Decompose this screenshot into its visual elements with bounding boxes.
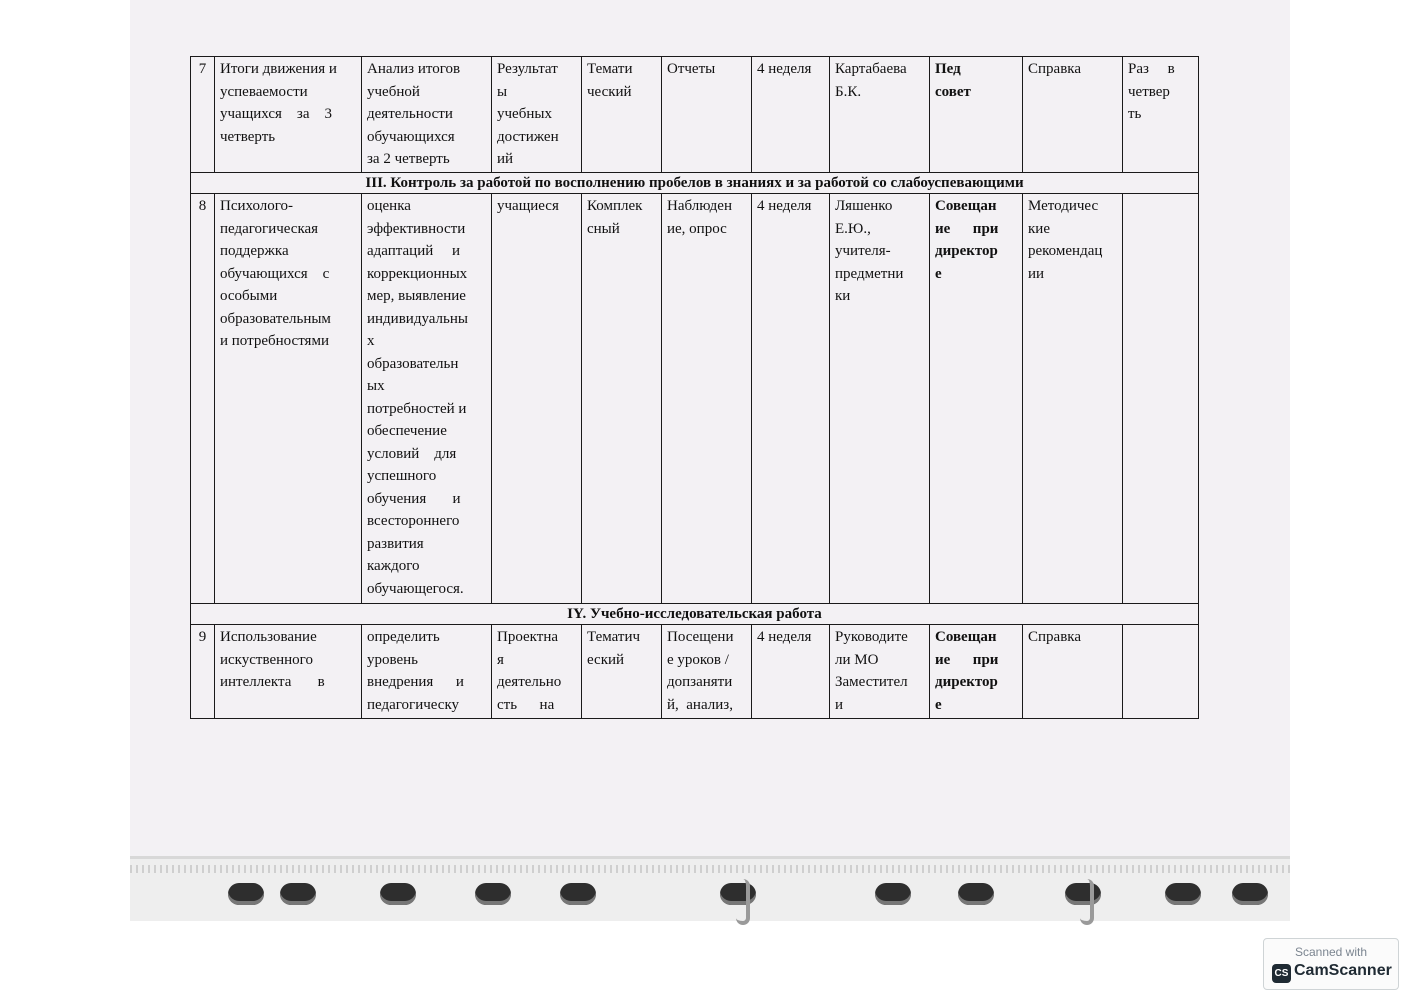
binder-ring — [736, 879, 750, 925]
cell-line: ки — [835, 288, 851, 304]
cell-line: образовательным — [220, 310, 331, 327]
cell-type — [582, 57, 662, 173]
cell-line: и потребностями — [220, 333, 329, 349]
cell-method — [662, 194, 752, 604]
cell-line: еский — [587, 651, 625, 668]
cell-result — [1023, 625, 1123, 719]
cell-line: е уроков / — [667, 651, 729, 668]
binder-hole — [1232, 883, 1268, 905]
section-heading: III. Контроль за работой по восполнению пробелов в знаниях и за работой со слабоуспевающими — [191, 173, 1199, 194]
cell-line: Заместител — [835, 674, 908, 690]
cell-line: интеллекта в — [220, 674, 325, 690]
cell-line: каждого — [367, 558, 420, 574]
cell-line: Картабаева — [835, 61, 907, 77]
cell-line: совет — [935, 83, 971, 100]
cell-line: Наблюден — [667, 198, 732, 214]
cell-line: адаптаций и — [367, 243, 461, 259]
cell-line: Проектна — [497, 629, 559, 645]
cell-line: деятельности — [367, 106, 453, 122]
cell-topic — [215, 57, 362, 173]
cell-object — [492, 194, 582, 604]
cell-line: коррекционных — [367, 265, 468, 282]
cell-topic — [215, 194, 362, 604]
section-heading: IY. Учебно-исследовательская работа — [191, 604, 1199, 625]
cell-review — [930, 57, 1023, 173]
cell-line: всестороннего — [367, 513, 460, 529]
cell-line: учебной — [367, 83, 420, 100]
binder-hole — [280, 883, 316, 905]
cell-timing — [752, 194, 830, 604]
cell-line: потребностей и — [367, 400, 467, 417]
binder-sheet-protector — [130, 856, 1290, 921]
cell-line: Справка — [1028, 61, 1081, 77]
binder-hole — [1165, 883, 1201, 905]
cell-line: внедрения и — [367, 674, 464, 690]
cell-line: Психолого- — [220, 198, 294, 214]
cell-line: 4 неделя — [757, 198, 812, 214]
cell-line: Методичес — [1028, 198, 1099, 214]
cell-line: за 2 четверть — [367, 151, 450, 167]
cell-responsible — [830, 194, 930, 604]
cell-line: Результат — [497, 61, 558, 77]
cell-line: обучающихся с — [220, 265, 330, 282]
cell-line: образовательн — [367, 355, 459, 372]
cell-line: обучающегося. — [367, 580, 464, 597]
cell-line: успеваемости — [220, 83, 308, 100]
cell-line: мер, выявление — [367, 288, 466, 304]
cell-line: ие, опрос — [667, 220, 727, 237]
cell-line: ых — [367, 378, 385, 394]
cell-line: ы — [497, 83, 508, 100]
cell-type — [582, 194, 662, 604]
cell-line: ть — [1128, 106, 1142, 122]
camscanner-watermark — [1263, 938, 1399, 990]
cell-line: четвер — [1128, 83, 1170, 100]
cell-line: учащихся за 3 — [220, 106, 332, 122]
cell-line: поддержка — [220, 243, 289, 259]
cell-goal — [362, 194, 492, 604]
binder-hole — [380, 883, 416, 905]
cell-line: обучения и — [367, 490, 461, 507]
cell-line: допзаняти — [667, 674, 733, 690]
cell-line: четверть — [220, 128, 276, 145]
cell-line: х — [367, 333, 375, 349]
cell-review — [930, 194, 1023, 604]
row-number: 9 — [191, 625, 215, 719]
cell-line: Совещан — [935, 198, 997, 214]
cell-line: Посещени — [667, 629, 734, 645]
cell-line: обеспечение — [367, 423, 447, 439]
table-row — [191, 57, 1199, 173]
cell-line: обучающихся — [367, 128, 455, 145]
cell-timing — [752, 625, 830, 719]
cell-line: ли МО — [835, 651, 879, 668]
cell-line: ие при — [935, 651, 999, 668]
cell-line: определить — [367, 629, 440, 645]
cell-line: достижен — [497, 128, 559, 145]
table-row — [191, 625, 1199, 719]
binder-hole — [875, 883, 911, 905]
row-number: 8 — [191, 194, 215, 604]
cell-line: Б.К. — [835, 83, 862, 100]
cell-method — [662, 57, 752, 173]
cell-line: й, анализ, — [667, 696, 733, 713]
cell-line: Ляшенко — [835, 198, 893, 214]
cell-type — [582, 625, 662, 719]
cell-line: е — [935, 265, 942, 282]
cell-line: Е.Ю., — [835, 220, 871, 237]
table-row — [191, 194, 1199, 604]
cell-line: Тематич — [587, 629, 641, 645]
cell-object — [492, 57, 582, 173]
cell-line: учебных — [497, 106, 552, 122]
cell-line: Пед — [935, 61, 961, 77]
cell-line: 4 неделя — [757, 61, 812, 77]
binder-hole — [560, 883, 596, 905]
cell-line: Руководите — [835, 629, 908, 645]
section-row — [191, 173, 1199, 194]
cell-result — [1023, 194, 1123, 604]
binder-hole — [475, 883, 511, 905]
cell-line: е — [935, 696, 942, 713]
cell-line: директор — [935, 243, 998, 259]
cell-line: и — [835, 696, 844, 713]
binder-hole — [228, 883, 264, 905]
cell-line: ии — [1028, 265, 1045, 282]
binder-hole — [958, 883, 994, 905]
cell-topic — [215, 625, 362, 719]
cell-note — [1123, 57, 1199, 173]
cell-review — [930, 625, 1023, 719]
cell-line: Совещан — [935, 629, 997, 645]
cell-line: ческий — [587, 83, 632, 100]
cell-responsible — [830, 57, 930, 173]
cell-goal — [362, 57, 492, 173]
cell-line: ие при — [935, 220, 999, 237]
section-row — [191, 604, 1199, 625]
cell-goal — [362, 625, 492, 719]
cell-line: 4 неделя — [757, 629, 812, 645]
cell-result — [1023, 57, 1123, 173]
cell-line: Отчеты — [667, 61, 716, 77]
cell-line: Раз в — [1128, 61, 1175, 77]
cell-line: учащиеся — [497, 198, 559, 214]
cell-note — [1123, 625, 1199, 719]
cell-line: деятельно — [497, 674, 562, 690]
row-number: 7 — [191, 57, 215, 173]
cell-object — [492, 625, 582, 719]
cell-responsible — [830, 625, 930, 719]
cell-line: уровень — [367, 651, 419, 668]
cell-line: Темати — [587, 61, 633, 77]
cell-line: искуственного — [220, 651, 313, 668]
cell-method — [662, 625, 752, 719]
cell-line: особыми — [220, 288, 278, 304]
cell-line: успешного — [367, 468, 437, 484]
control-plan-table — [190, 56, 1199, 719]
cell-note — [1123, 194, 1199, 604]
cell-timing — [752, 57, 830, 173]
cell-line: учителя- — [835, 243, 891, 259]
cell-line: сть на — [497, 696, 555, 713]
watermark-brand: CamScanner — [1294, 962, 1392, 979]
camscanner-logo-icon: CS — [1272, 964, 1291, 983]
binder-ring — [1080, 879, 1094, 925]
cell-line: развития — [367, 535, 424, 552]
cell-line: оценка — [367, 198, 411, 214]
cell-line: педагогическая — [220, 220, 319, 237]
cell-line: кие — [1028, 220, 1050, 237]
cell-line: педагогическу — [367, 696, 460, 713]
cell-line: Итоги движения и — [220, 61, 337, 77]
cell-line: рекомендац — [1028, 243, 1103, 259]
cell-line: Анализ итогов — [367, 61, 461, 77]
cell-line: Справка — [1028, 629, 1081, 645]
cell-line: Использование — [220, 629, 317, 645]
watermark-caption: Scanned with — [1294, 945, 1368, 959]
cell-line: сный — [587, 220, 620, 237]
cell-line: индивидуальны — [367, 310, 468, 327]
cell-line: директор — [935, 674, 998, 690]
cell-line: предметни — [835, 265, 904, 282]
cell-line: Комплек — [587, 198, 643, 214]
cell-line: ий — [497, 151, 514, 167]
cell-line: я — [497, 651, 504, 668]
cell-line: эффективности — [367, 220, 466, 237]
cell-line: условий для — [367, 445, 457, 462]
perforation-strip — [130, 865, 1290, 873]
